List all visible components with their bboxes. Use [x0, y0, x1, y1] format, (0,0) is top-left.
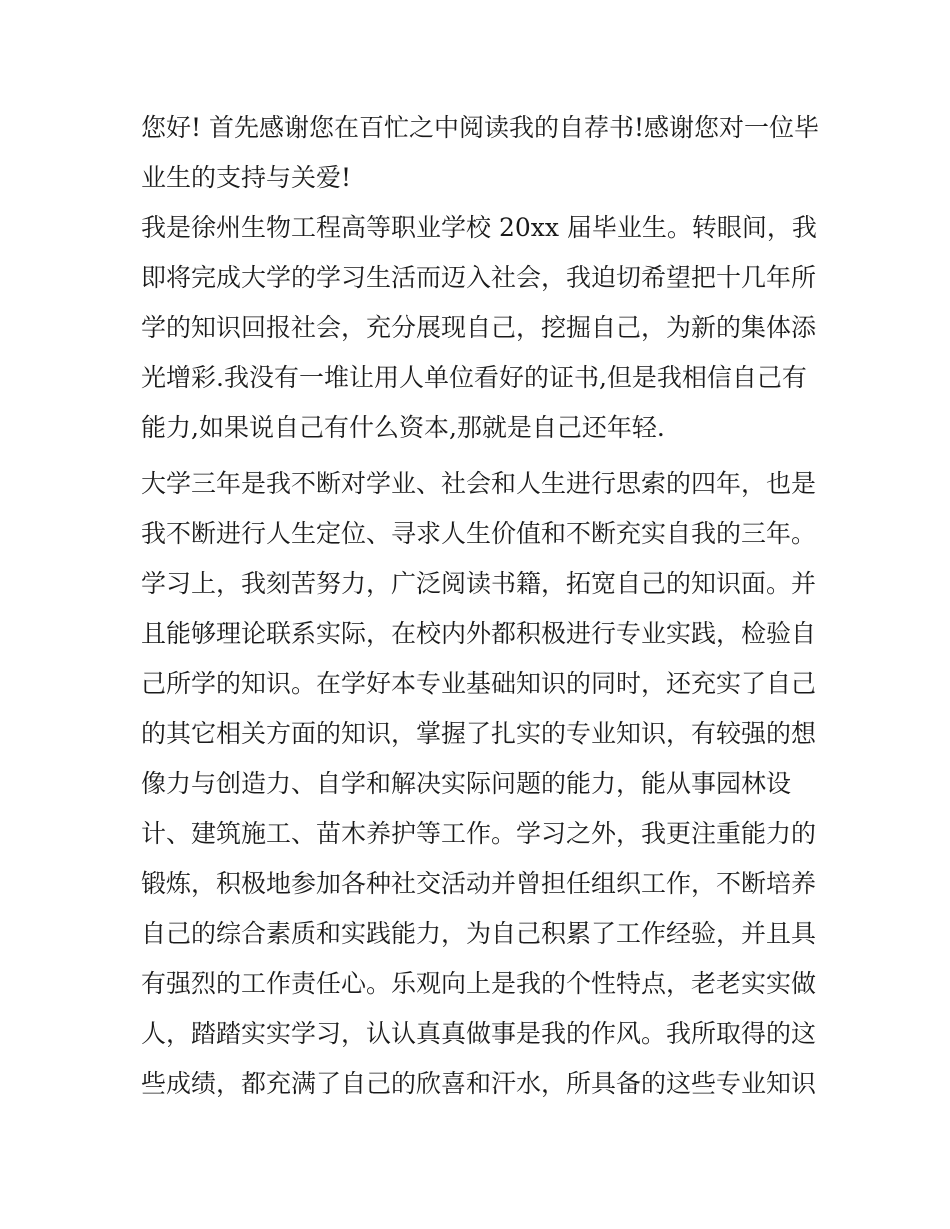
text-line: 即将完成大学的学习生活而迈入社会，我迫切希望把十几年所: [141, 263, 817, 292]
text-line: 些成绩，都充满了自己的欣喜和汗水，所具备的这些专业知识: [141, 1069, 817, 1098]
text-line: 有强烈的工作责任心。乐观向上是我的个性特点，老老实实做: [141, 969, 817, 998]
text-line: 能力,如果说自己有什么资本,那就是自己还年轻.: [141, 413, 665, 442]
text-line: 锻炼，积极地参加各种社交活动并曾担任组织工作，不断培养: [141, 869, 817, 898]
text-line: 学的知识回报社会，充分展现自己，挖掘自己，为新的集体添: [141, 313, 817, 342]
text-line: 计、建筑施工、苗木养护等工作。学习之外，我更注重能力的: [141, 819, 817, 848]
text-line: 光增彩.我没有一堆让用人单位看好的证书,但是我相信自己有: [141, 363, 807, 392]
text-line: 像力与创造力、自学和解决实际问题的能力，能从事园林设: [141, 769, 792, 798]
text-line: 学习上，我刻苦努力，广泛阅读书籍，拓宽自己的知识面。并: [141, 569, 817, 598]
text-line: 您好! 首先感谢您在百忙之中阅读我的自荐书!感谢您对一位毕: [141, 113, 820, 142]
text-line: 己所学的知识。在学好本专业基础知识的同时，还充实了自己: [141, 669, 817, 698]
text-line: 我不断进行人生定位、寻求人生价值和不断充实自我的三年。: [141, 519, 817, 548]
text-line: 自己的综合素质和实践能力，为自己积累了工作经验，并且具: [141, 919, 817, 948]
text-line: 大学三年是我不断对学业、社会和人生进行思索的四年，也是: [141, 469, 817, 498]
text-line: 的其它相关方面的知识，掌握了扎实的专业知识，有较强的想: [141, 719, 817, 748]
text-line: 我是徐州生物工程高等职业学校 20xx 届毕业生。转眼间，我: [141, 213, 817, 242]
text-line: 业生的支持与关爱!: [141, 163, 352, 192]
text-line: 人，踏踏实实学习，认认真真做事是我的作风。我所取得的这: [141, 1019, 817, 1048]
text-line: 且能够理论联系实际，在校内外都积极进行专业实践，检验自: [141, 619, 817, 648]
